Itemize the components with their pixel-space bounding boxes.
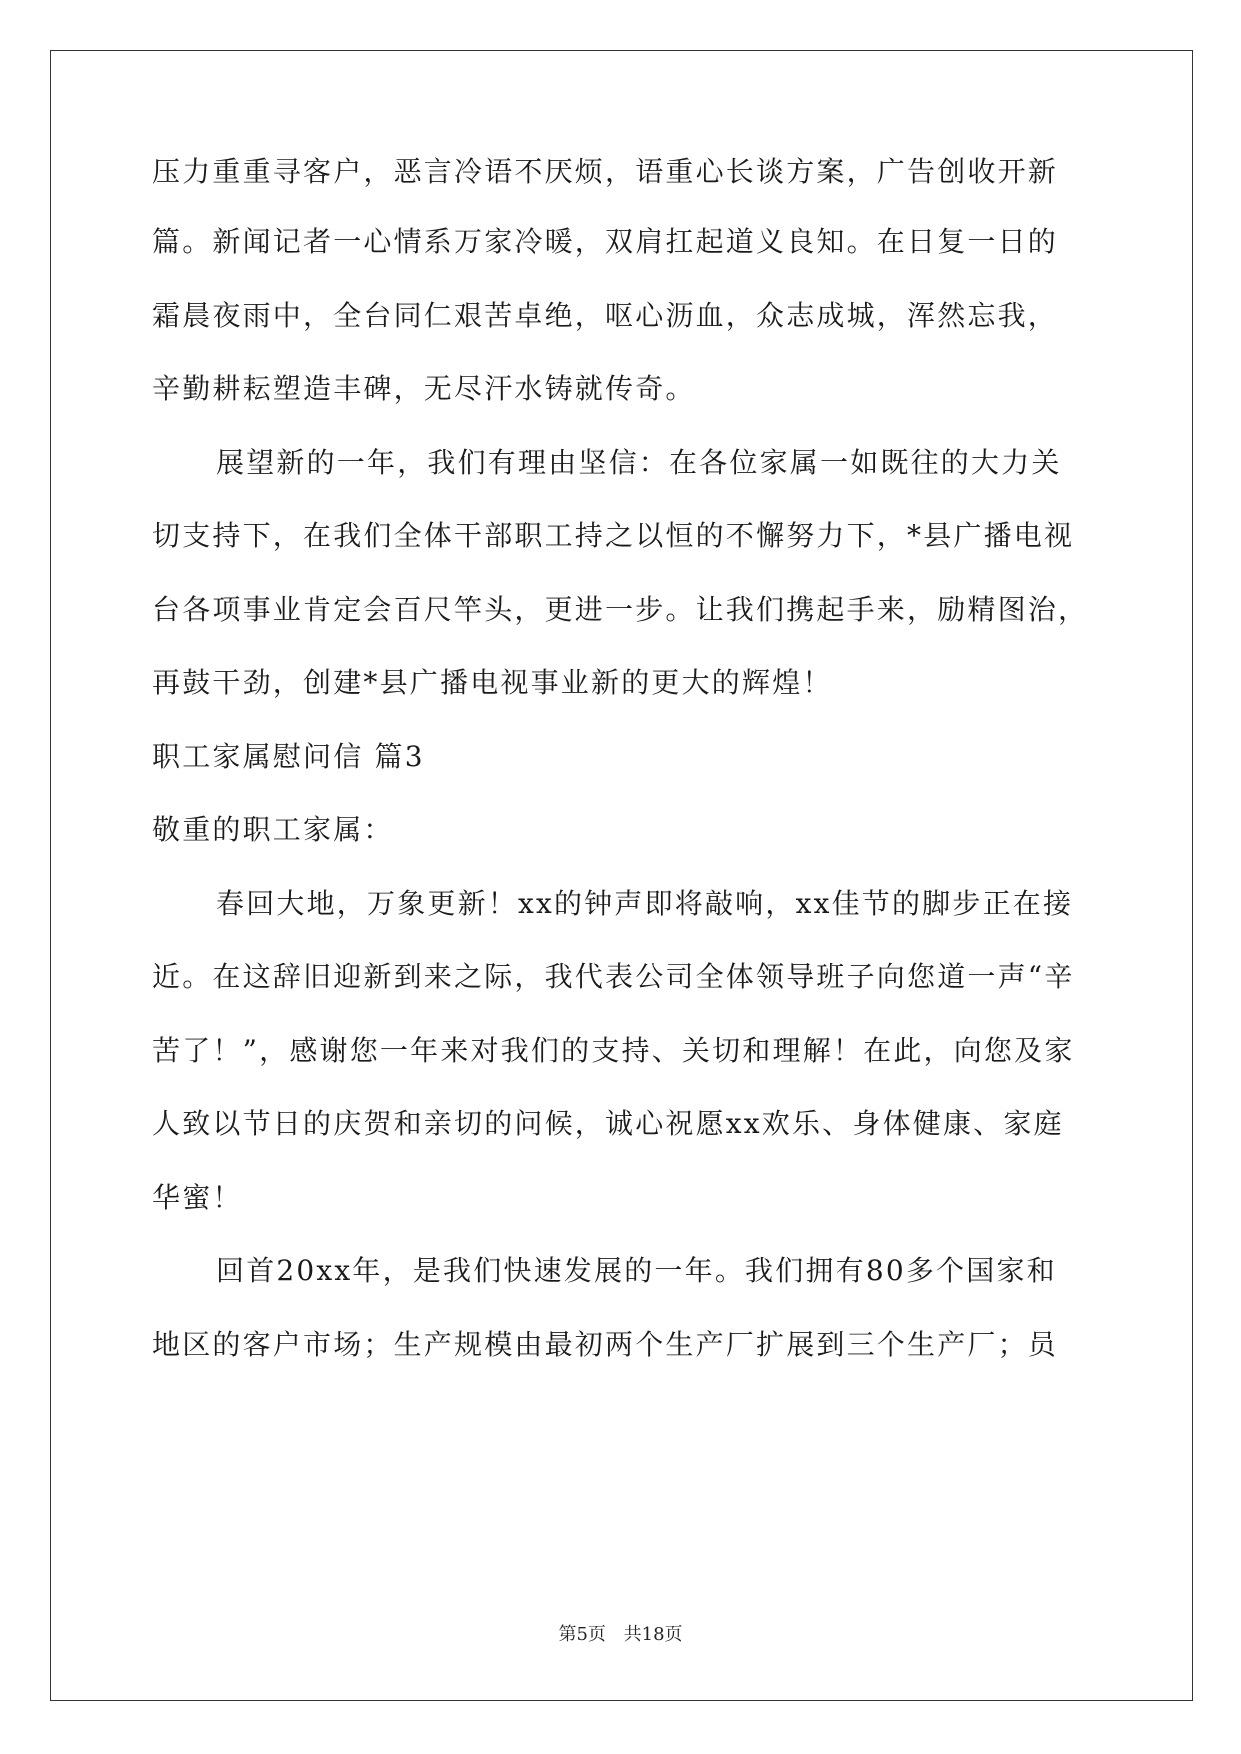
text-line: 台各项事业肯定会百尺竿头，更进一步。让我们携起手来，励精图治， (152, 593, 1089, 626)
page-number: 第5页 (558, 1624, 606, 1645)
text-line: 压力重重寻客户，恶言冷语不厌烦，语重心长谈方案，广告创收开新 (152, 155, 1059, 188)
text-line: 霜晨夜雨中，全台同仁艰苦卓绝，呕心沥血，众志成城，浑然忘我， (152, 299, 1059, 332)
text-line: 地区的客户市场；生产规模由最初两个生产厂扩展到三个生产厂；员 (152, 1328, 1059, 1361)
paragraph-first-line: 春回大地，万象更新！xx的钟声即将敲响，xx佳节的脚步正在接 (216, 887, 1074, 920)
text-line: 辛勤耕耘塑造丰碑，无尽汗水铸就传奇。 (152, 372, 696, 405)
text-line: 华蜜！ (152, 1181, 243, 1214)
text-line: 苦了！”，感谢您一年来对我们的支持、关切和理解！在此，向您及家 (152, 1034, 1075, 1067)
text-line: 切支持下，在我们全体干部职工持之以恒的不懈努力下，*县广播电视 (152, 519, 1075, 552)
paragraph-first-line: 回首20xx年，是我们快速发展的一年。我们拥有80多个国家和 (216, 1254, 1057, 1287)
text-line: 再鼓干劲，创建*县广播电视事业新的更大的辉煌！ (152, 666, 833, 699)
paragraph-first-line: 展望新的一年，我们有理由坚信：在各位家属一如既往的大力关 (216, 446, 1062, 479)
text-line: 人致以节日的庆贺和亲切的问候，诚心祝愿xx欢乐、身体健康、家庭 (152, 1107, 1064, 1140)
section-heading: 职工家属慰问信 篇3 (152, 740, 425, 773)
page-total: 共18页 (623, 1624, 683, 1645)
salutation: 敬重的职工家属： (152, 813, 394, 846)
page-footer (0, 1623, 1241, 1647)
text-line: 篇。新闻记者一心情系万家冷暖，双肩扛起道义良知。在日复一日的 (152, 225, 1059, 258)
text-line: 近。在这辞旧迎新到来之际，我代表公司全体领导班子向您道一声“辛 (152, 960, 1075, 993)
